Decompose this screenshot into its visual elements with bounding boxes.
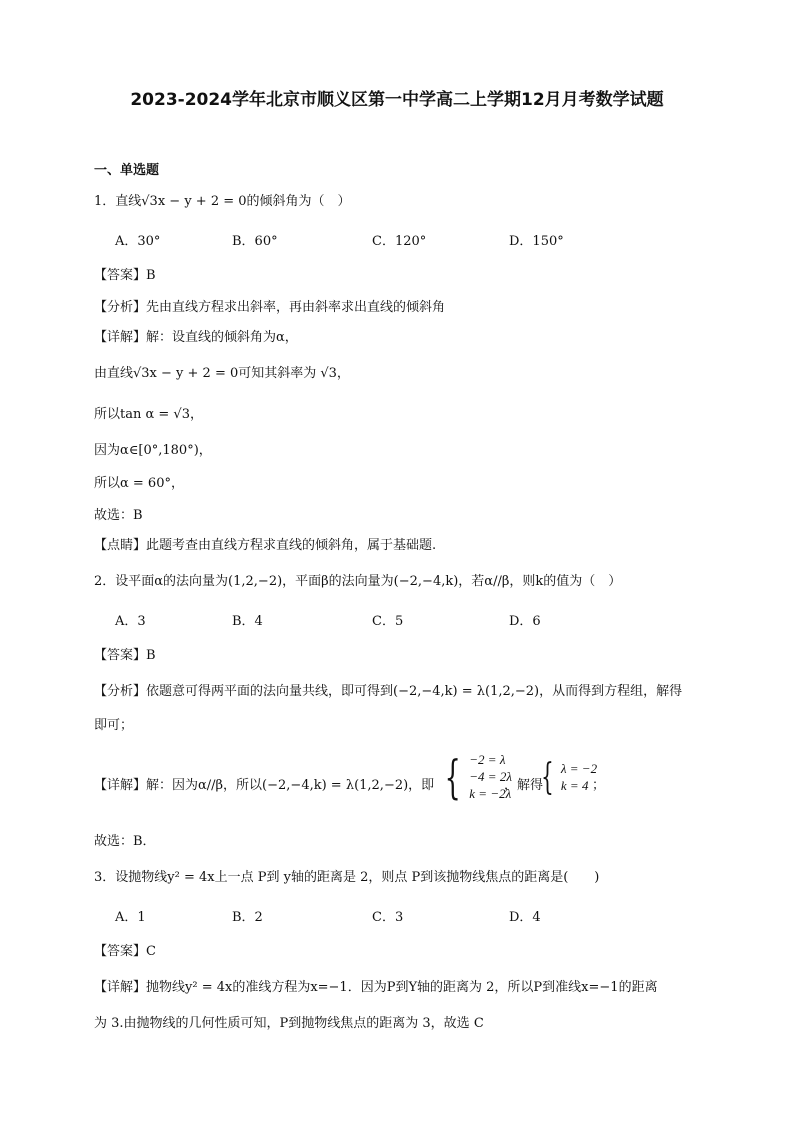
q2-detail-lead: 【详解】解：因为α//β，所以(−2,−4,k) = λ(1,2,−2)，即	[94, 778, 435, 793]
q2-system-2	[536, 757, 598, 798]
q2-option-d: D．6	[509, 614, 541, 629]
left-brace-icon: {	[541, 757, 554, 798]
q1-detail-line: 【详解】解：设直线的倾斜角为α，	[94, 330, 298, 345]
q3-answer: 【答案】C	[94, 944, 156, 959]
q1-detail-line: 因为α∈[0°,180°)，	[94, 443, 212, 458]
q2-stem: 2．设平面α的法向量为(1,2,−2)，平面β的法向量为(−2,−4,k)，若α//β，则k的值为（ ）	[94, 574, 622, 589]
q2-conclusion: 故选：B．	[94, 834, 156, 849]
q2-option-a: A．3	[115, 614, 146, 629]
q2-answer: 【答案】B	[94, 648, 156, 663]
q3-stem: 3．设抛物线y² = 4x上一点 P到 y轴的距离是 2，则点 P到该抛物线焦点的距离是( )	[94, 870, 600, 885]
q2-analysis-line: 即可；	[94, 718, 134, 733]
q2-option-b: B．4	[232, 614, 263, 629]
equation: −4 = 2λ	[469, 768, 512, 784]
q2-detail-end: ；	[592, 778, 606, 793]
q1-answer: 【答案】B	[94, 268, 156, 283]
page-title: 2023-2024学年北京市顺义区第一中学高二上学期12月月考数学试题	[130, 90, 664, 110]
q1-option-c: C．120°	[372, 234, 427, 249]
q3-option-c: C．3	[372, 910, 404, 925]
q2-system-1	[438, 752, 512, 803]
q1-option-d: D．150°	[509, 234, 564, 249]
q1-detail-line: 故选：B	[94, 508, 143, 523]
equation: k = −2λ	[469, 785, 512, 801]
q1-detail-line: 所以α = 60°，	[94, 476, 184, 491]
q3-option-d: D．4	[509, 910, 541, 925]
q3-detail-line: 【详解】抛物线y² = 4x的准线方程为x=−1．因为P到Y轴的距离为 2，所以P到准线x=−1的距离	[94, 980, 658, 995]
equation: k = 4	[560, 778, 589, 793]
q1-option-a: A．30°	[115, 234, 161, 249]
q3-detail-line: 为 3.由抛物线的几何性质可知，P到抛物线焦点的距离为 3，故选 C	[94, 1016, 484, 1031]
q1-comment: 【点睛】此题考查由直线方程求直线的倾斜角，属于基础题.	[94, 538, 437, 553]
q2-option-c: C．5	[372, 614, 404, 629]
q1-detail-line: 所以tan α = √3，	[94, 407, 203, 422]
q2-detail-mid: ，解得	[504, 778, 544, 793]
equation: −2 = λ	[469, 752, 506, 767]
section-heading: 一、单选题	[94, 163, 160, 178]
q3-option-a: A．1	[115, 910, 146, 925]
q1-analysis: 【分析】先由直线方程求出斜率，再由斜率求出直线的倾斜角	[94, 300, 446, 315]
left-brace-icon: {	[444, 750, 461, 805]
q1-detail-line: 由直线√3x − y + 2 = 0可知其斜率为 √3，	[94, 366, 350, 381]
q1-stem: 1．直线√3x − y + 2 = 0的倾斜角为（ ）	[94, 194, 351, 209]
q1-option-b: B．60°	[232, 234, 278, 249]
equation: λ = −2	[560, 761, 598, 777]
q2-analysis-line: 【分析】依题意可得两平面的法向量共线，即可得到(−2,−4,k) = λ(1,2,−2)，从而得到方程组，解得	[94, 684, 683, 699]
q3-option-b: B．2	[232, 910, 263, 925]
